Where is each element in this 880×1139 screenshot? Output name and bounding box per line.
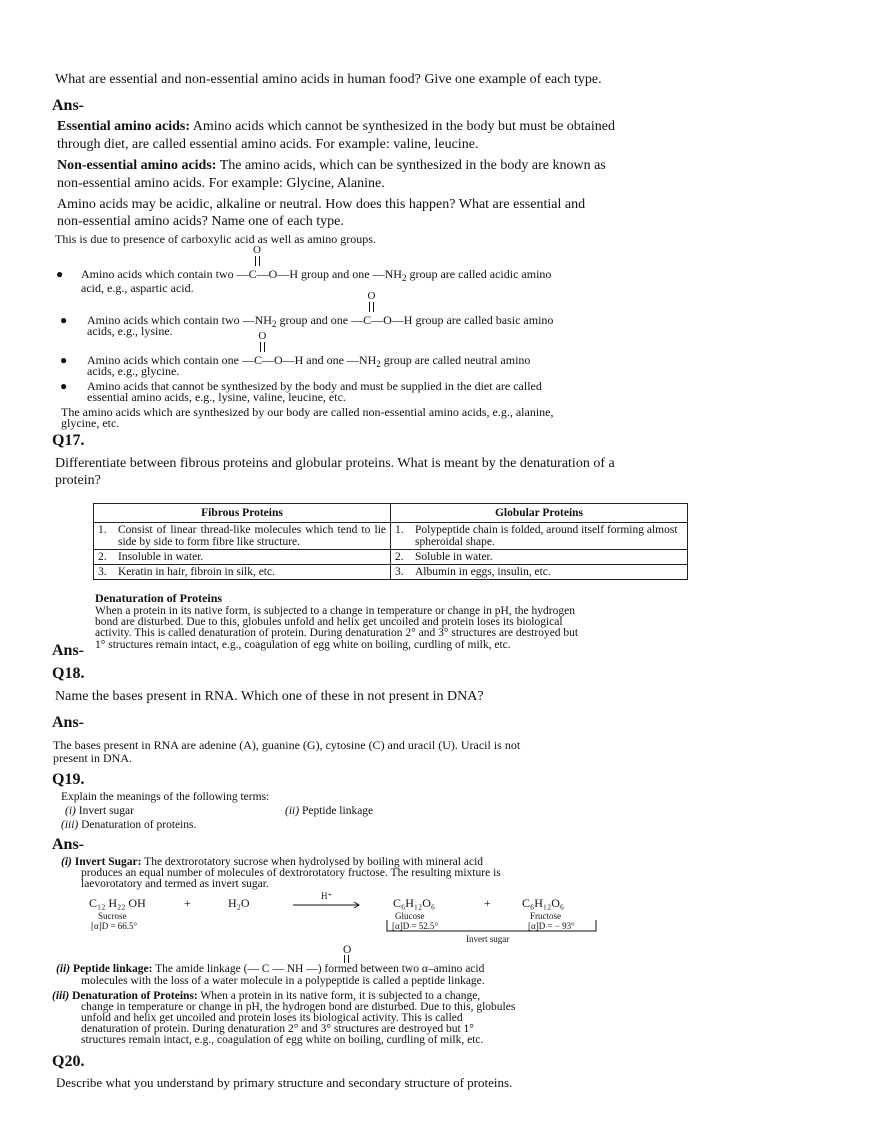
- carboxyl-text: —C—O: [236, 267, 278, 281]
- answer-label: Ans-: [52, 97, 85, 114]
- q18-answer-2: present in DNA.: [53, 751, 132, 765]
- table-cell-fibrous: [94, 523, 391, 550]
- q17-label: Q17.: [52, 432, 85, 449]
- row-number: 2.: [395, 551, 404, 563]
- peptide-line-2: molecules with the loss of a water molecule in a polypeptide is called a peptide linkage.: [81, 975, 485, 987]
- bullet-neutral-text-b: —H and one —NH: [282, 353, 377, 367]
- double-bond: [369, 302, 374, 312]
- invert-sugar-text: The dextrorotatory sucrose when hydrolysed by boiling with mineral acid: [141, 856, 484, 868]
- essential-line-2: through diet, are called essential amino acids. For example: valine, leucine.: [57, 137, 479, 152]
- bullet-icon: ●: [60, 379, 68, 393]
- glucose-rotation: [α]D = 52.5°: [392, 921, 439, 931]
- table-cell-globular: [391, 523, 688, 550]
- double-bond: [260, 342, 265, 352]
- row-number: 3.: [395, 566, 404, 578]
- table-cell-globular: [391, 565, 688, 580]
- bullet-basic-line-2: acids, e.g., lysine.: [87, 324, 173, 338]
- fibrous-text: Keratin in hair, fibroin in silk, etc.: [118, 566, 275, 578]
- essential-line-1: [57, 118, 615, 136]
- glucose-formula: C₆H₁₂O₆: [393, 896, 436, 910]
- q19-term-1: [65, 805, 134, 818]
- term-text: Denaturation of proteins.: [78, 819, 197, 831]
- globular-text: Albumin in eggs, insulin, etc.: [415, 566, 551, 578]
- catalyst-label: H⁺: [321, 891, 333, 901]
- carboxyl-group: [236, 244, 278, 281]
- bullet-icon: ●: [60, 353, 68, 367]
- row-number: 1.: [98, 524, 107, 536]
- q18-question: Name the bases present in RNA. Which one of these in not present in DNA?: [55, 689, 484, 704]
- denaturation-line-1: When a protein in its native form, is subjected to a change in temperature or change in pH, the hydrogen: [95, 605, 575, 617]
- bullet-icon: ●: [60, 313, 68, 327]
- bullet-acidic-text-b: —H group and one —NH: [277, 267, 402, 281]
- globular-text: Soluble in water.: [415, 551, 493, 563]
- denat-answer-line-3: unfold and helix get uncoiled and protein loses its biological activity. This is called: [81, 1012, 463, 1024]
- fructose-label: Fructose: [530, 911, 561, 921]
- bullet-neutral-text-a: Amino acids which contain one: [87, 353, 242, 367]
- q18-label: Q18.: [52, 665, 85, 682]
- globular-text: Polypeptide chain is folded, around itself forming almost spheroidal shape.: [415, 524, 678, 548]
- invert-sugar-bracket: [386, 918, 598, 934]
- nonessential-note-1: The amino acids which are synthesized by our body are called non-essential amino acids, e.g., alanine,: [61, 405, 554, 419]
- nonessential-term: Non-essential amino acids:: [57, 158, 217, 173]
- plus-sign: +: [184, 896, 191, 910]
- table-row: [94, 523, 688, 550]
- q19-answer-label: Ans-: [52, 836, 85, 853]
- denat-term: Denaturation of Proteins:: [69, 990, 198, 1002]
- water-formula: H₂O: [228, 896, 250, 910]
- invert-sugar-line-3: laevorotatory and termed as invert sugar.: [81, 878, 269, 890]
- answer-number: (ii): [56, 963, 71, 975]
- bullet-basic-text-a: Amino acids which contain two —NH: [87, 313, 272, 327]
- invert-sugar-label: Invert sugar: [466, 934, 510, 944]
- q17-question-2: protein?: [55, 473, 101, 488]
- bullet-acidic-text-a: Amino acids which contain two: [81, 267, 237, 281]
- denaturation-title: Denaturation of Proteins: [95, 591, 223, 605]
- reaction-arrow-icon: [293, 901, 363, 909]
- subscript: 2: [271, 319, 277, 329]
- carboxyl-text: —C—O: [351, 313, 392, 327]
- carbonyl-oxygen: O: [367, 290, 376, 302]
- row-number: 3.: [98, 566, 107, 578]
- q18-answer-1: The bases present in RNA are adenine (A), guanine (G), cytosine (C) and uracil (U). Uracil is not: [53, 738, 521, 752]
- fructose-rotation: [α]D = − 93°: [528, 921, 575, 931]
- double-bond: [255, 256, 260, 266]
- q17-question-1: Differentiate between fibrous proteins and globular proteins. What is meant by the denaturation of a: [55, 456, 615, 471]
- glucose-label: Glucose: [395, 911, 425, 921]
- q19-term-3: [61, 819, 196, 832]
- essential-term: Essential amino acids:: [57, 119, 191, 134]
- bullet-acidic-text-c: group are called acidic amino: [406, 267, 552, 281]
- q18-answer-label: Ans-: [52, 714, 85, 731]
- term-text: Peptide linkage: [299, 805, 374, 817]
- fibrous-text: Insoluble in water.: [118, 551, 204, 563]
- sucrose-formula: C₁₂ H₂₂ OH: [89, 896, 146, 910]
- term-number: (ii): [285, 805, 300, 817]
- nonessential-line-2: non-essential amino acids. For example: Glycine, Alanine.: [57, 176, 385, 191]
- bullet-icon: ●: [56, 267, 64, 281]
- answer-number: (iii): [52, 990, 70, 1002]
- denat-answer-line-4: denaturation of protein. During denaturation 2° and 3° structures are destroyed but 1°: [81, 1023, 474, 1035]
- denaturation-line-3: activity. This is called denaturation of protein. During denaturation 2° and 3° structures are destroyed but: [95, 627, 579, 639]
- denat-answer-line-2: change in temperature or change in pH, the hydrogen bond are disturbed. Due to this, globules: [81, 1001, 516, 1013]
- q20-label: Q20.: [52, 1053, 85, 1070]
- carboxyl-text: —C—O: [241, 353, 283, 367]
- invert-sugar-term: Invert Sugar:: [71, 856, 142, 868]
- q19-label: Q19.: [52, 771, 85, 788]
- fructose-formula: C₆H₁₂O₆: [522, 896, 565, 910]
- subscript: 2: [401, 273, 407, 283]
- denat-answer-line-5: structures remain intact, e.g., coagulation of egg white on boiling, curdling of milk, etc.: [81, 1034, 484, 1046]
- bullet-acidic-line-2: acid, e.g., aspartic acid.: [81, 281, 194, 295]
- term-number: (i): [65, 805, 76, 817]
- bullet-basic-text-b: group and one: [276, 313, 352, 327]
- carboxyl-group: [351, 290, 392, 327]
- term-number: (iii): [61, 819, 79, 831]
- q20-question: Describe what you understand by primary structure and secondary structure of proteins.: [56, 1075, 513, 1090]
- bullet-essential-line-2: essential amino acids, e.g., lysine, valine, leucine, etc.: [87, 390, 346, 404]
- row-number: 1.: [395, 524, 404, 536]
- q19-term-2: [285, 805, 373, 818]
- nonessential-note-2: glycine, etc.: [61, 416, 120, 430]
- sucrose-rotation: [α]D = 66.5°: [91, 921, 138, 931]
- invert-sugar-line-2: produces an equal number of molecules of dextrorotatory fructose. The resulting mixture is: [81, 867, 501, 879]
- denat-text: When a protein in its native form, it is subjected to a change,: [197, 990, 481, 1002]
- peptide-text: The amide linkage (— C — NH —) formed between two α–amino acid: [152, 963, 485, 975]
- nonessential-line-1: [57, 157, 606, 175]
- carbonyl-oxygen: O: [258, 330, 267, 342]
- table-header-row: [94, 504, 688, 523]
- question-2-line-2: non-essential amino acids? Name one of each type.: [57, 214, 344, 229]
- table-cell-fibrous: [94, 550, 391, 565]
- carboxyl-group: [241, 330, 283, 367]
- table-cell-globular: [391, 550, 688, 565]
- table-row: [94, 565, 688, 580]
- bullet-basic-text-c: —H group are called basic amino: [391, 313, 554, 327]
- protein-comparison-table: [93, 503, 688, 580]
- plus-sign: +: [484, 896, 491, 910]
- denaturation-line-2: bond are disturbed. Due to this, globules unfold and helix get uncoiled and protein loses its biological: [95, 616, 563, 628]
- answer-number: (i): [61, 856, 72, 868]
- question-text: What are essential and non-essential amino acids in human food? Give one example of each type.: [55, 72, 602, 87]
- due-line: This is due to presence of carboxylic acid as well as amino groups.: [55, 232, 376, 246]
- bullet-neutral-line-2: acids, e.g., glycine.: [87, 364, 180, 378]
- fibrous-text: Consist of linear thread-like molecules which tend to lie side by side to form fibre like structure.: [118, 524, 386, 548]
- denaturation-line-4: 1° structures remain intact, e.g., coagulation of egg white on boiling, curdling of milk, etc.: [95, 639, 511, 651]
- table-header-fibrous: Fibrous Proteins: [94, 504, 391, 523]
- carbonyl-oxygen: O: [253, 244, 261, 256]
- q17-answer-label: Ans-: [52, 642, 85, 659]
- peptide-oxygen: O: [343, 944, 352, 956]
- nonessential-text-1: The amino acids, which can be synthesized in the body are known as: [216, 158, 606, 173]
- question-2-line-1: Amino acids may be acidic, alkaline or neutral. How does this happen? What are essential and: [57, 197, 586, 212]
- table-header-globular: Globular Proteins: [391, 504, 688, 523]
- row-number: 2.: [98, 551, 107, 563]
- essential-text-1: Amino acids which cannot be synthesized in the body but must be obtained: [190, 119, 615, 134]
- sucrose-label: Sucrose: [98, 911, 127, 921]
- term-text: Invert sugar: [75, 805, 134, 817]
- subscript: 2: [376, 359, 381, 369]
- bullet-essential-line-1: Amino acids that cannot be synthesized by the body and must be supplied in the diet are called: [87, 379, 542, 393]
- bullet-neutral-text-c: group are called neutral amino: [380, 353, 531, 367]
- q19-intro: Explain the meanings of the following terms:: [61, 791, 270, 803]
- table-cell-fibrous: [94, 565, 391, 580]
- peptide-double-bond: [344, 955, 349, 963]
- table-row: [94, 550, 688, 565]
- peptide-term: Peptide linkage:: [70, 963, 153, 975]
